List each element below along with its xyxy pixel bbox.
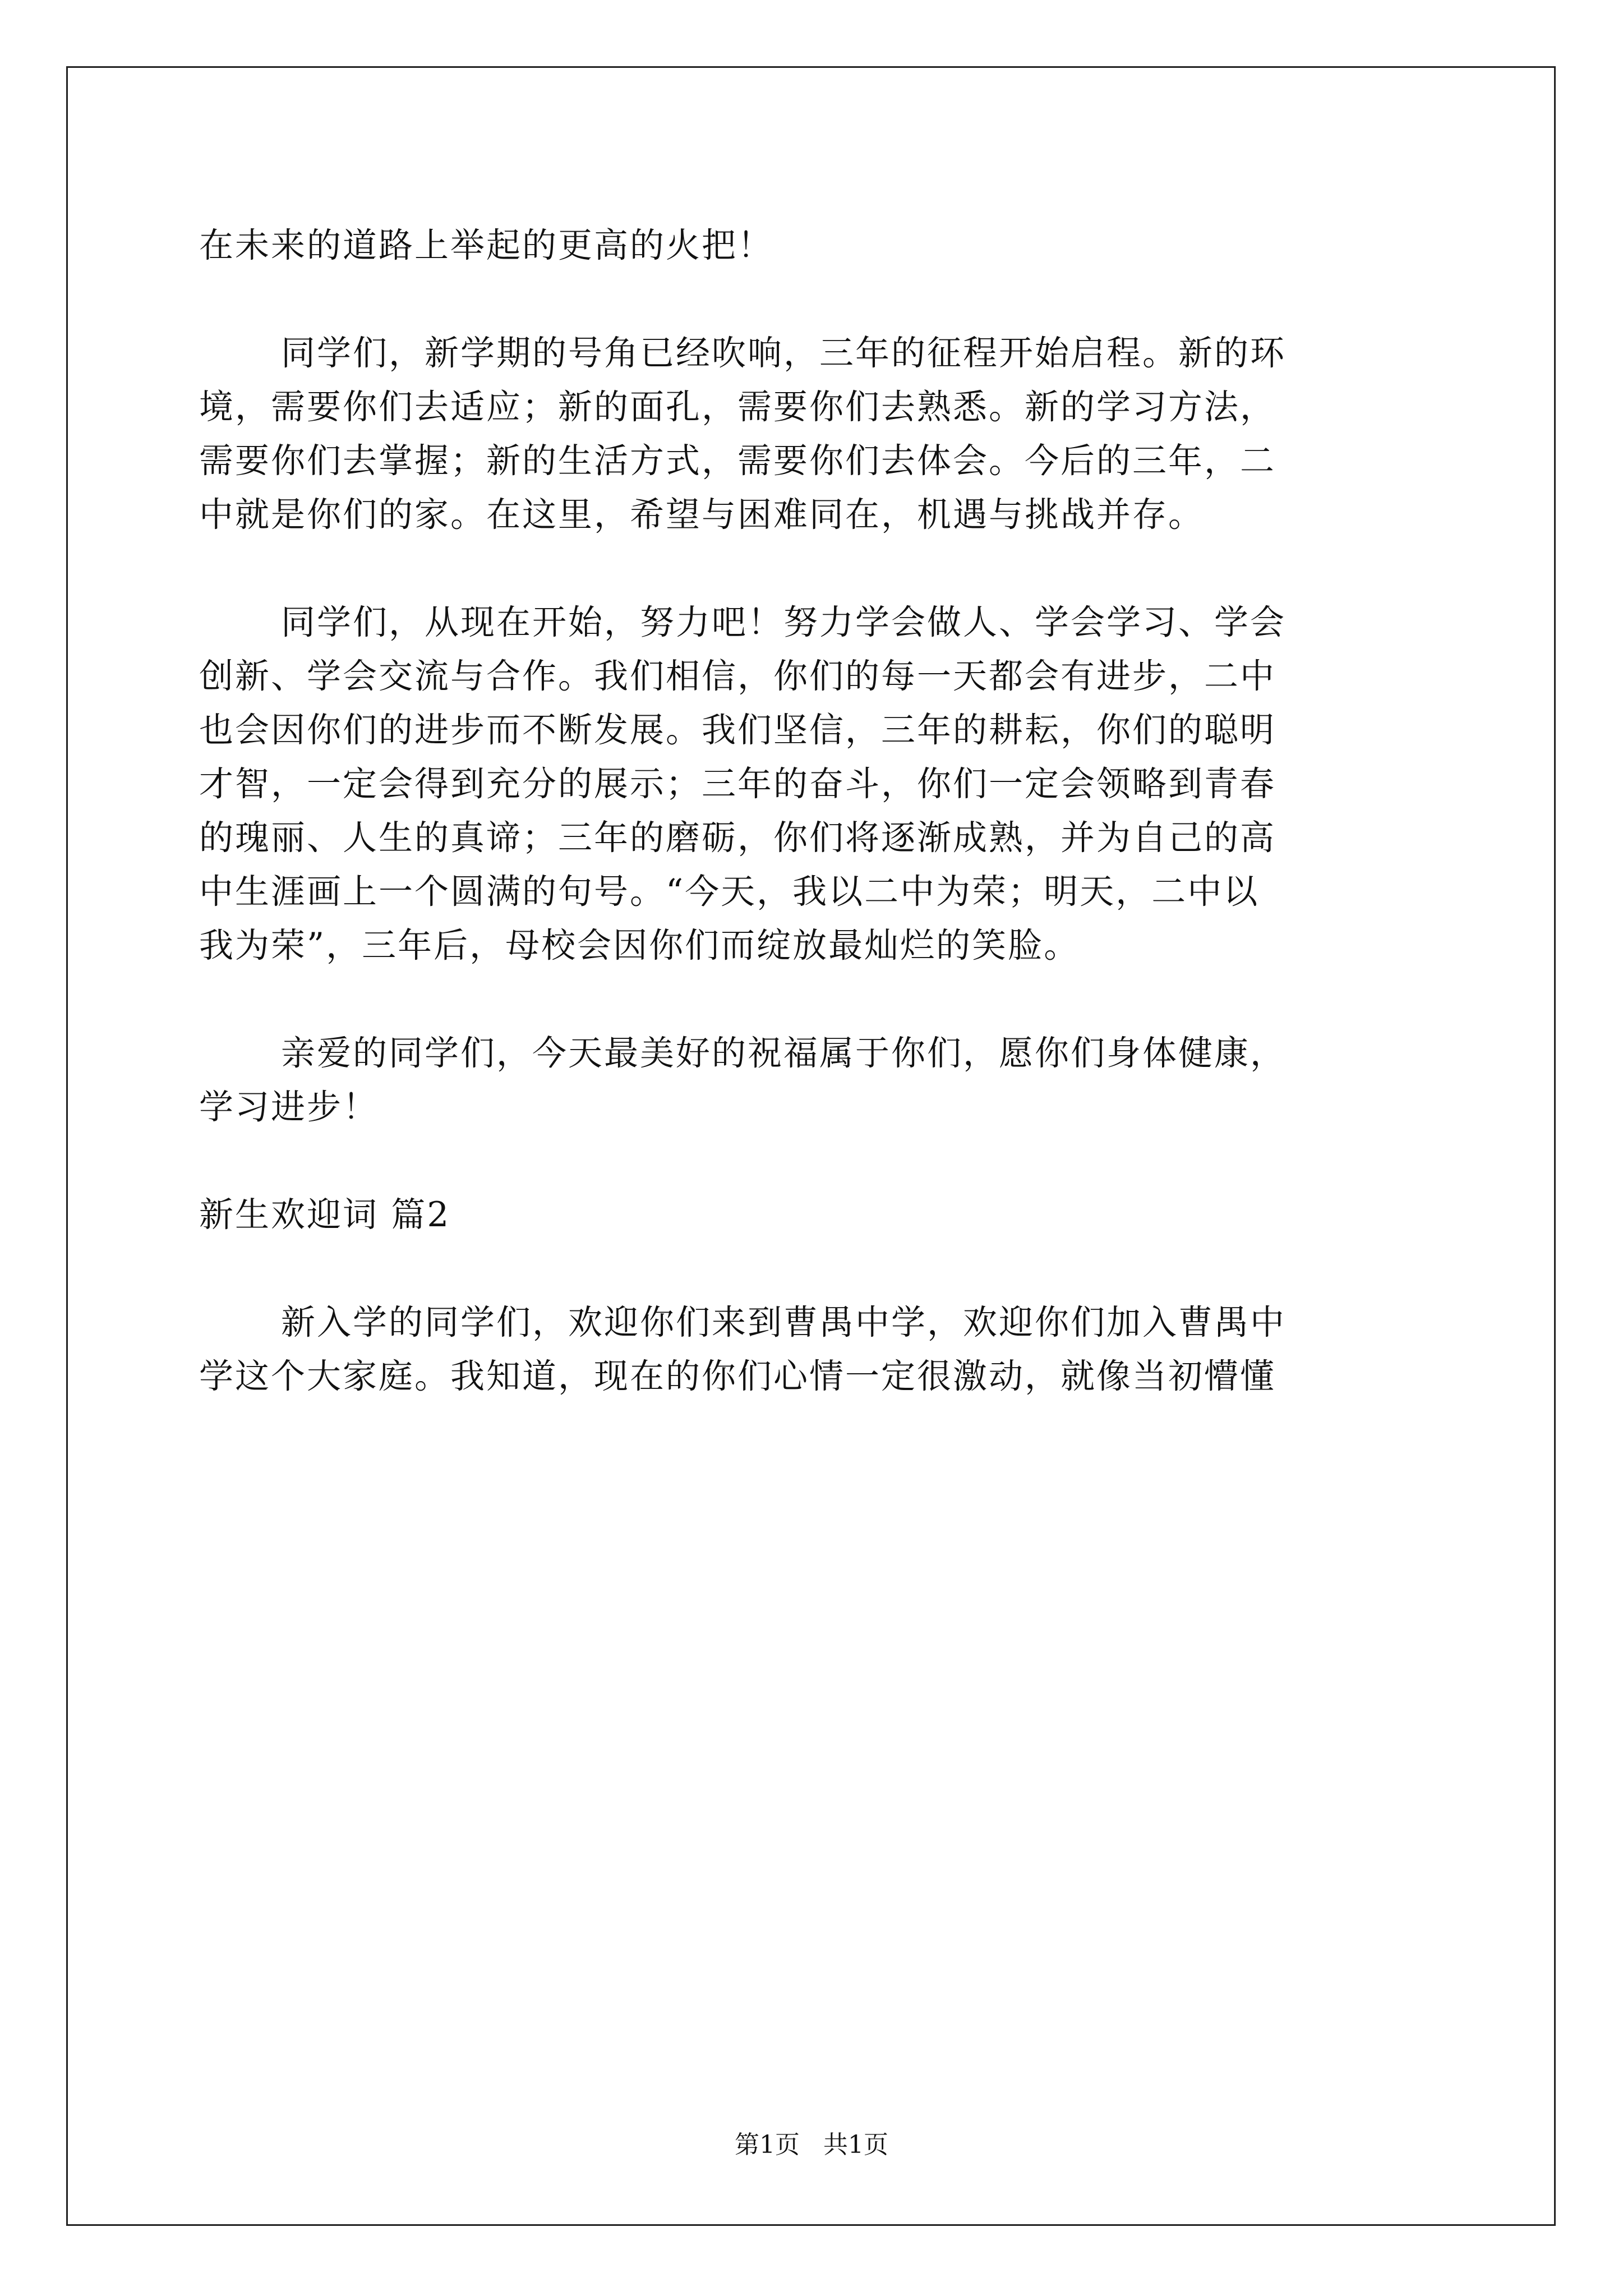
section-heading: 新生欢迎词 篇2: [199, 1195, 451, 1235]
body-line: 的瑰丽、人生的真谛；三年的磨砺，你们将逐渐成熟，并为自己的高: [199, 818, 1276, 858]
paragraph-first-line: 亲爱的同学们，今天最美好的祝福属于你们，愿你们身体健康，: [281, 1033, 1287, 1073]
paragraph-first-line: 同学们，从现在开始，努力吧！努力学会做人、学会学习、学会: [281, 602, 1287, 642]
paragraph-first-line: 同学们，新学期的号角已经吹响，三年的征程开始启程。新的环: [281, 333, 1287, 373]
body-line: 我为荣”，三年后，母校会因你们而绽放最灿烂的笑脸。: [199, 926, 1080, 965]
body-line: 也会因你们的进步而不断发展。我们坚信，三年的耕耘，你们的聪明: [199, 710, 1276, 750]
body-line: 学习进步！: [199, 1087, 379, 1127]
body-line: 需要你们去掌握；新的生活方式，需要你们去体会。今后的三年，二: [199, 441, 1276, 481]
body-line: 中就是你们的家。在这里，希望与困难同在，机遇与挑战并存。: [199, 495, 1205, 535]
body-line: 才智，一定会得到充分的展示；三年的奋斗，你们一定会领略到青春: [199, 764, 1276, 804]
body-line: 境，需要你们去适应；新的面孔，需要你们去熟悉。新的学习方法，: [199, 387, 1276, 427]
document-body: [199, 219, 1431, 1404]
page-number-footer: 第1页 共1页: [735, 2131, 888, 2159]
body-line: 中生涯画上一个圆满的句号。“今天，我以二中为荣；明天，二中以: [199, 872, 1260, 912]
paragraph-first-line: 新入学的同学们，欢迎你们来到曹禺中学，欢迎你们加入曹禺中: [281, 1303, 1287, 1342]
body-line: 学这个大家庭。我知道，现在的你们心情一定很激动，就像当初懵懂: [199, 1356, 1276, 1396]
body-line: 在未来的道路上举起的更高的火把！: [199, 226, 774, 265]
body-line: 创新、学会交流与合作。我们相信，你们的每一天都会有进步，二中: [199, 656, 1276, 696]
